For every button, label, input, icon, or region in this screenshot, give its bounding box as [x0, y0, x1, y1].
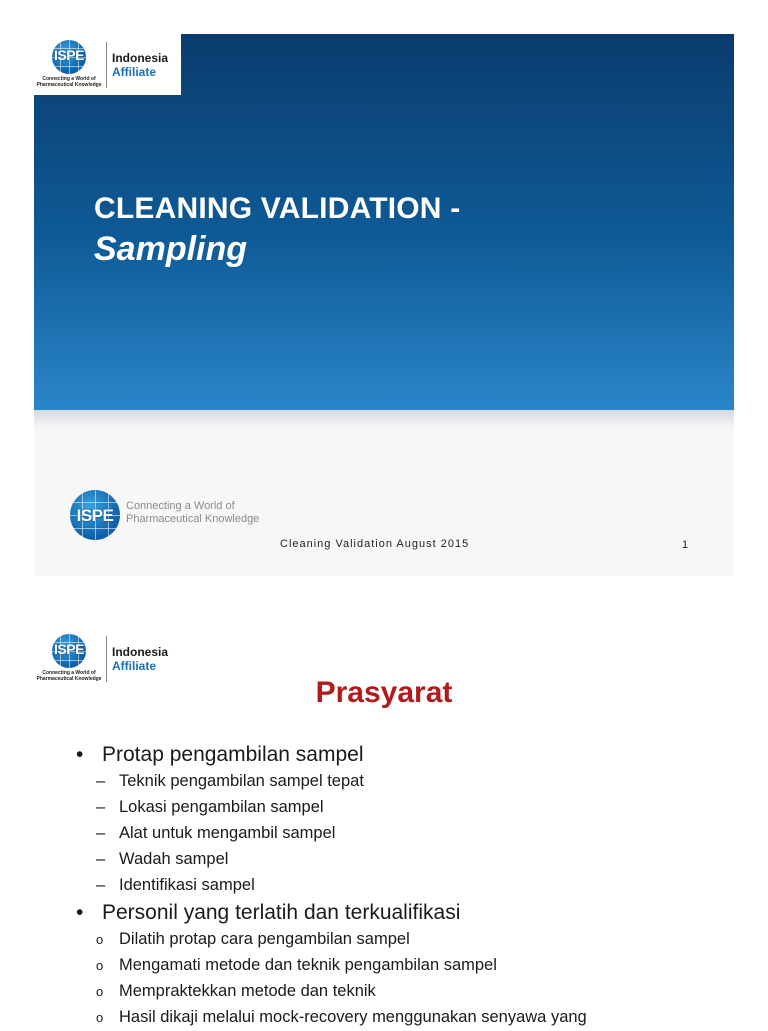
sub-bullet-item: [74, 872, 724, 898]
ispe-globe-icon: [34, 36, 104, 94]
affiliate-label: Affiliate: [112, 64, 157, 79]
sub-bullet-text: Lokasi pengambilan sampel: [119, 798, 324, 816]
bullet-marker: •: [76, 901, 84, 924]
sub-bullet-item: [74, 794, 724, 820]
slide-1: [34, 34, 734, 576]
bullet-item: [74, 900, 724, 926]
page-number: 1: [682, 539, 689, 551]
sub-bullet-marker: –: [96, 876, 106, 894]
affiliate-country: Indonesia: [112, 50, 169, 65]
sub-bullet-item: [74, 1004, 724, 1030]
footer-tagline: [126, 500, 259, 526]
logo-divider: [106, 42, 107, 88]
footer-text: Cleaning Validation August 2015: [280, 538, 470, 550]
sub-bullet-marker: o: [96, 1010, 104, 1025]
title-banner: [34, 34, 734, 410]
ispe-logo-tagline: Connecting a World of Pharmaceutical Knowledge: [36, 670, 102, 682]
ispe-footer-globe-icon: [70, 490, 126, 540]
ispe-indonesia-logo: [34, 34, 181, 95]
sub-bullet-item: [74, 768, 724, 794]
sub-bullet-text: Hasil dikaji melalui mock-recovery menggunakan senyawa yang: [119, 1008, 587, 1026]
sub-bullet-marker: o: [96, 984, 104, 999]
ispe-logo-tagline: Connecting a World of Pharmaceutical Knowledge: [36, 75, 102, 88]
sub-bullet-marker: –: [96, 798, 106, 816]
ispe-logo-text: ISPE: [54, 46, 84, 63]
slide-title: CLEANING VALIDATION -: [94, 192, 461, 225]
sub-bullet-marker: –: [96, 850, 106, 868]
sub-bullet-item: [74, 846, 724, 872]
sub-bullet-marker: o: [96, 958, 104, 973]
ispe-logo-text: ISPE: [54, 641, 84, 657]
bullet-item: [74, 742, 724, 768]
sub-bullet-item: [74, 952, 724, 978]
sub-bullet-marker: o: [96, 932, 104, 947]
footer-tagline-line-1: Connecting a World of: [126, 500, 235, 512]
sub-bullet-text: Identifikasi sampel: [119, 876, 255, 894]
bullet-marker: •: [76, 743, 84, 766]
sub-bullet-marker: –: [96, 824, 106, 842]
slide-subtitle: Sampling: [94, 230, 248, 268]
sub-bullet-marker: –: [96, 772, 106, 790]
affiliate-country: Indonesia: [112, 645, 169, 659]
sub-bullet-text: Wadah sampel: [119, 850, 229, 868]
sub-bullet-text: Alat untuk mengambil sampel: [119, 824, 336, 842]
sub-bullet-item: [74, 820, 724, 846]
sub-bullet-item: [74, 978, 724, 1004]
bullet-text: Personil yang terlatih dan terkualifikasi: [102, 901, 461, 924]
footer-tagline-line-2: Pharmaceutical Knowledge: [126, 513, 260, 525]
slide-2: [34, 624, 734, 1024]
sub-bullet-text: Teknik pengambilan sampel tepat: [119, 772, 364, 790]
ispe-footer-logo-text: ISPE: [76, 506, 114, 525]
affiliate-label: Affiliate: [112, 659, 157, 673]
slide-title: Prasyarat: [315, 676, 453, 709]
bullet-text: Protap pengambilan sampel: [102, 743, 364, 766]
bullet-list: [74, 740, 724, 1030]
sub-bullet-text: Mempraktekkan metode dan teknik: [119, 982, 376, 1000]
sub-bullet-item: [74, 926, 724, 952]
sub-bullet-text: Mengamati metode dan teknik pengambilan sampel: [119, 956, 497, 974]
sub-bullet-text: Dilatih protap cara pengambilan sampel: [119, 930, 410, 948]
